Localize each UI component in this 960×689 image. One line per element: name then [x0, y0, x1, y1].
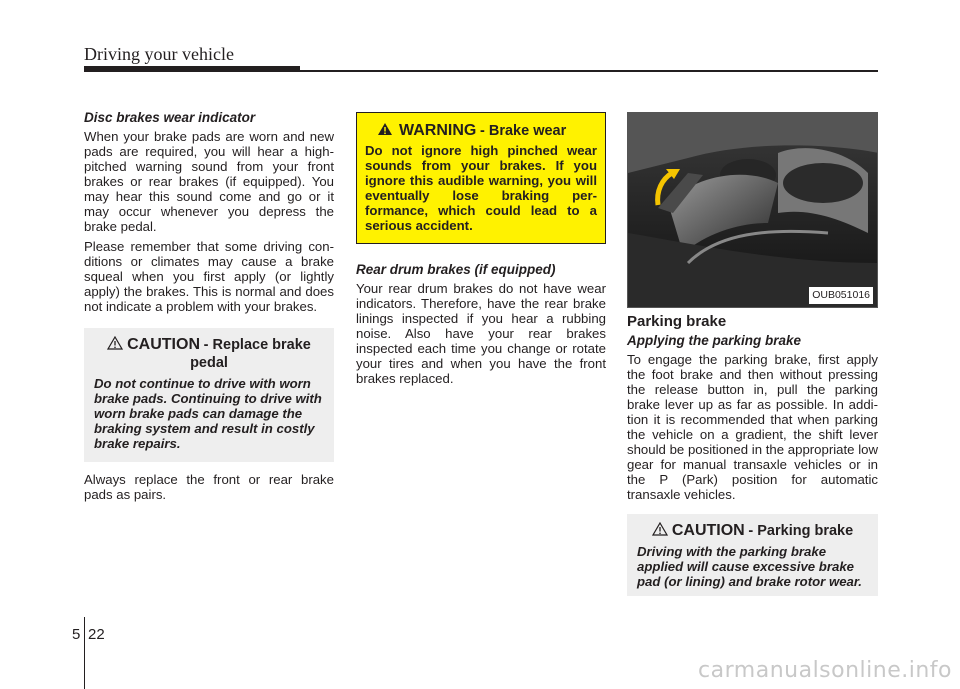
warning-subject: - Brake wear: [480, 123, 567, 139]
column-1: [84, 110, 334, 507]
column-2: [356, 112, 606, 391]
chapter-number: 5: [72, 626, 81, 643]
caution-triangle-icon: [652, 522, 668, 536]
drum-brakes-paragraph: Your rear drum brakes do not have wear indicators. Therefore, have the rear brake linings inspected if you hear a rubbing noise. Also have your rear brakes inspected each time you change or rotate your tires and when you have the front brakes replaced.: [356, 281, 606, 386]
parking-brake-heading: Parking brake: [627, 313, 727, 330]
caution-parking-brake: [627, 514, 878, 596]
drum-brakes-heading: Rear drum brakes (if equipped): [356, 262, 556, 277]
column-3: [627, 112, 878, 596]
caution-title: [94, 336, 324, 372]
caution-subject: - Parking brake: [748, 523, 854, 539]
caution-body: Driving with the parking brake applied will cause excessive brake pad (or lining) and brake rotor wear.: [637, 544, 862, 589]
disc-brakes-paragraph-2: Please remember that some driving con-ditions or climates may cause a brake squeal when you first apply (or lightly apply) the brakes. This is normal and does not indicate a problem with your brakes.: [84, 239, 334, 314]
caution-replace-brake-pads: [84, 328, 334, 462]
warning-title: [377, 121, 597, 141]
warning-triangle-icon: [377, 122, 393, 136]
warning-body: Do not ignore high pinched wear sounds from your brakes. If you ignore this audible warning, you will eventually lose braking per-formance, which could lead to a serious accident.: [365, 143, 597, 233]
section-title: Driving your vehicle: [84, 44, 234, 64]
disc-brakes-paragraph-1: When your brake pads are worn and new pads are required, you will hear a high-pitched warning sound from your front brakes or rear brakes (if equipped). You may hear this sound come and go or it may occur whenever you depress the brake pedal.: [84, 129, 334, 234]
parking-brake-photo: [627, 112, 878, 308]
footer-divider: [84, 617, 85, 689]
disc-brakes-heading: Disc brakes wear indicator: [84, 110, 256, 125]
header-rule-thick: [84, 66, 300, 72]
warning-brake-wear: [356, 112, 606, 244]
replace-pairs-paragraph: Always replace the front or rear brake pads as pairs.: [84, 472, 334, 502]
caution-triangle-icon: [107, 336, 123, 350]
caution-subject: - Replace brake pedal: [190, 337, 311, 371]
caution-body: Do not continue to drive with worn brake pads. Continuing to drive with worn brake pads can damage the braking system and result in costly brake repairs.: [94, 376, 322, 451]
caution-title: [637, 522, 868, 540]
watermark: carmanualsonline.info: [698, 658, 952, 683]
warning-label: WARNING: [399, 122, 477, 139]
page-number: 22: [88, 626, 105, 643]
header-rule-thin: [300, 70, 878, 72]
parking-brake-paragraph: To engage the parking brake, first apply the foot brake and then without pressing the release button in, pull the parking brake lever up as far as possible. In addi-tion it is recommended that when parking the vehicle on a gradient, the shift lever should be positioned in the appropriate low gear for manual transaxle vehicles or in the P (Park) position for automatic transaxle vehicles.: [627, 352, 878, 502]
applying-parking-brake-heading: Applying the parking brake: [627, 333, 802, 348]
caution-label: CAUTION: [127, 336, 200, 353]
parking-brake-illustration: [628, 113, 878, 308]
caution-label: CAUTION: [671, 522, 745, 539]
photo-caption: OUB051016: [809, 287, 873, 304]
